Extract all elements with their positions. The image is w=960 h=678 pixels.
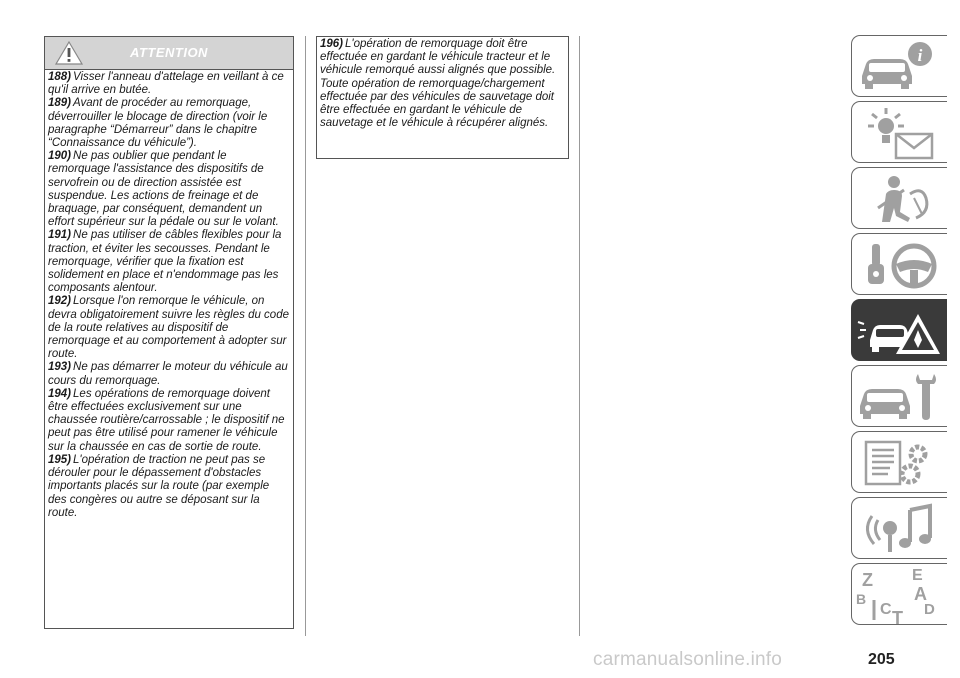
tab-multimedia[interactable] (851, 497, 947, 559)
note-item (48, 295, 289, 361)
key-steering-wheel-icon (852, 234, 947, 294)
attention-box (44, 36, 294, 629)
attention-box-continued (316, 36, 569, 159)
note-text: L'opération de remorquage doit être effectuée en gardant le véhicule tracteur et le véhicule remorqué aussi alignés que possible. Toute opération de remorquage/chargement effectuée par des véhicules de sauvetage doit être effectuée en gardant le véhicule de sauvetage et le véhicule à récupérer alignés. (320, 38, 556, 130)
tab-car-info[interactable] (851, 35, 947, 97)
note-number: 191) (48, 229, 72, 242)
note-item (48, 97, 289, 150)
tab-emergency[interactable] (851, 299, 947, 361)
car-breakdown-warning-icon (852, 300, 947, 360)
specs-gear-icon (852, 432, 947, 492)
note-item (48, 388, 289, 454)
notes-list (45, 70, 293, 520)
seatbelt-airbag-icon (852, 168, 947, 228)
tab-safety[interactable] (851, 167, 947, 229)
note-text: Lorsque l'on remorque le véhicule, on devra obligatoirement suivre les règles du code de la route relatives au dispositif de remorquage et au comportement à adopter sur route. (48, 295, 289, 361)
note-text: Ne pas oublier que pendant le remorquage l'assistance des dispositifs de servofrein ou de direction assistée est suspendue. Les actions de freinage et de braquage, par conséquent, demandent un effort supérieur sur la pédale ou sur le volant. (48, 150, 279, 229)
note-item (48, 71, 289, 97)
note-item (320, 38, 564, 130)
index-letter: Z (862, 570, 873, 590)
column-divider (579, 36, 580, 636)
multimedia-music-icon (852, 498, 947, 558)
note-item (48, 229, 289, 295)
note-text: Les opérations de remorquage doivent être effectuées exclusivement sur une chaussée routière/carrossable ; le dispositif ne peut pas être utilisé pour ramener le véhicule sur la chaussée en cas de sortie de route. (48, 387, 285, 453)
note-number: 189) (48, 97, 72, 110)
page-number: 205 (868, 651, 895, 668)
warning-lights-message-icon (852, 102, 947, 162)
note-number: 194) (48, 387, 72, 400)
note-item (48, 150, 289, 229)
watermark: carmanualsonline.info (593, 649, 783, 670)
index-letter: B (856, 591, 867, 607)
note-number: 196) (320, 38, 344, 50)
car-wrench-icon (852, 366, 947, 426)
tab-warning-lights[interactable] (851, 101, 947, 163)
svg-text:i: i (917, 46, 923, 65)
note-number: 188) (48, 71, 72, 83)
column-divider (305, 36, 306, 636)
notes-list (317, 37, 568, 130)
tab-specifications[interactable] (851, 431, 947, 493)
index-letter: C (880, 601, 892, 618)
index-letters-icon (852, 564, 947, 624)
tab-starting-driving[interactable] (851, 233, 947, 295)
note-number: 195) (48, 453, 72, 466)
note-item (48, 361, 289, 387)
note-number: 192) (48, 295, 72, 308)
note-item (48, 454, 289, 520)
index-letter: T (892, 608, 903, 624)
index-letter: D (924, 601, 935, 618)
tab-maintenance[interactable] (851, 365, 947, 427)
note-text: Avant de procéder au remorquage, déverrouiller le blocage de direction (voir le paragraphe “Démarreur” dans le chapitre “Connaissance du véhicule”). (48, 97, 268, 150)
note-number: 193) (48, 361, 72, 374)
tab-index[interactable] (851, 563, 947, 625)
attention-title: ATTENTION (130, 45, 208, 60)
note-text: Ne pas utiliser de câbles flexibles pour la traction, et éviter les secousses. Pendant le remorquage, vérifier que la fixation est solidement en place et n'endommage pas les composants alentour. (48, 229, 282, 295)
attention-header (45, 37, 293, 70)
car-info-icon (852, 36, 947, 96)
index-letter: E (912, 567, 923, 584)
note-number: 190) (48, 150, 72, 163)
note-text: L'opération de traction ne peut pas se dérouler pour le dépassement d'obstacles importants placés sur la route (par exemple des congères ou autre se déposant sur la route. (48, 453, 270, 519)
index-letter: A (914, 584, 927, 604)
note-text: Ne pas démarrer le moteur du véhicule au cours du remorquage. (48, 361, 288, 387)
note-text: Visser l'anneau d'attelage en veillant à ce qu'il arrive en butée. (48, 71, 284, 97)
